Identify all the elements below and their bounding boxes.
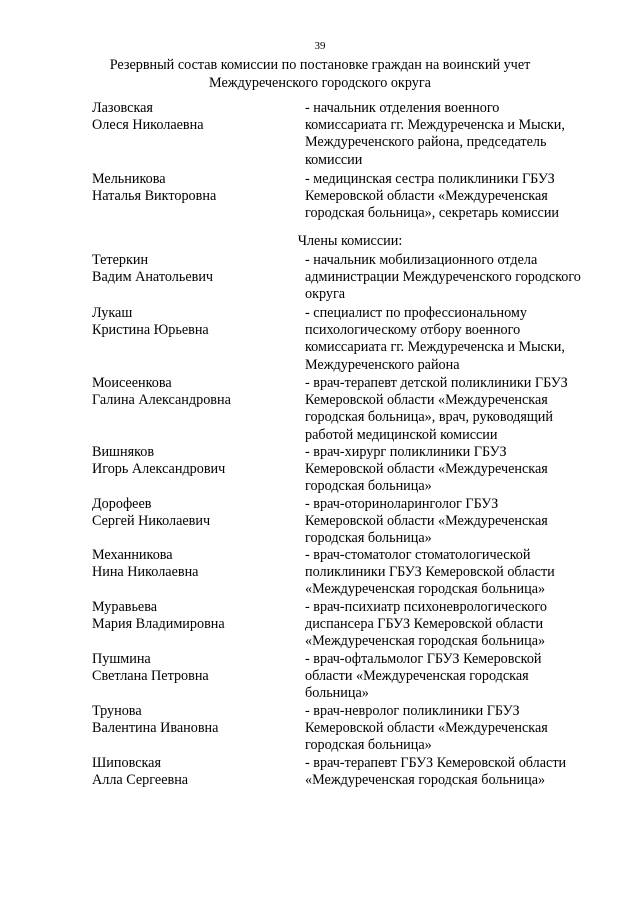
person-surname: Пушмина [92, 651, 151, 667]
person-position [305, 547, 605, 599]
person-given-name: Алла Сергеевна [92, 772, 189, 789]
person-given-name: Сергей Николаевич [92, 513, 211, 530]
person-name [92, 651, 297, 685]
person-surname: Мельникова [92, 171, 166, 187]
person-position [305, 171, 605, 223]
person-surname: Муравьева [92, 599, 158, 615]
position-line: диспансера ГБУЗ Кемеровской области [305, 616, 544, 633]
position-line: городская больница» [305, 478, 432, 495]
position-line: - врач-невролог поликлиники ГБУЗ [305, 703, 520, 719]
person-position [305, 444, 605, 496]
position-line: - медицинская сестра поликлиники ГБУЗ [305, 171, 555, 187]
person-surname: Лазовская [92, 100, 153, 116]
person-surname: Лукаш [92, 305, 133, 321]
position-line: - врач-оториноларинголог ГБУЗ [305, 496, 499, 512]
person-name [92, 496, 297, 530]
position-line: округа [305, 286, 346, 303]
person-given-name: Вадим Анатольевич [92, 269, 214, 286]
position-line: администрации Междуреченского городского [305, 269, 581, 286]
person-name [92, 252, 297, 286]
position-line: Кемеровской области «Междуреченская [305, 392, 548, 409]
position-line: «Междуреченская городская больница» [305, 581, 546, 598]
position-line: Кемеровской области «Междуреченская [305, 513, 548, 530]
person-name [92, 599, 297, 633]
person-position [305, 100, 605, 169]
person-name [92, 100, 297, 134]
position-line: - врач-офтальмолог ГБУЗ Кемеровской [305, 651, 542, 667]
position-line: городская больница», секретарь комиссии [305, 205, 560, 222]
position-line: психологическому отбору военного [305, 322, 521, 339]
document-title [60, 56, 580, 92]
position-line: Кемеровской области «Междуреченская [305, 188, 548, 205]
person-name [92, 444, 297, 478]
person-surname: Моисеенкова [92, 375, 172, 391]
person-surname: Механникова [92, 547, 173, 563]
person-name [92, 547, 297, 581]
position-line: городская больница» [305, 530, 432, 547]
person-given-name: Олеся Николаевна [92, 117, 204, 134]
position-line: Междуреченского района [305, 356, 460, 373]
members-heading: Члены комиссии: [297, 233, 403, 249]
position-line: - врач-терапевт ГБУЗ Кемеровской области [305, 755, 567, 771]
person-name [92, 703, 297, 737]
position-line: больница» [305, 685, 369, 702]
person-given-name: Светлана Петровна [92, 668, 209, 685]
position-line: Кемеровской области «Междуреченская [305, 720, 548, 737]
person-surname: Вишняков [92, 444, 155, 460]
person-given-name: Нина Николаевна [92, 564, 199, 581]
person-position [305, 375, 605, 444]
person-given-name: Наталья Викторовна [92, 188, 217, 205]
position-line: «Междуреченская городская больница» [305, 772, 546, 789]
person-surname: Тетеркин [92, 252, 149, 268]
position-line: - врач-стоматолог стоматологической [305, 547, 531, 563]
person-name [92, 755, 297, 789]
position-line: комиссариата гг. Междуреченска и Мыски, [305, 117, 565, 134]
position-line: - врач-терапевт детской поликлиники ГБУЗ [305, 375, 568, 391]
position-line: городская больница», врач, руководящий [305, 409, 553, 426]
person-surname: Шиповская [92, 755, 162, 771]
person-surname: Дорофеев [92, 496, 152, 512]
position-line: - врач-психиатр психоневрологического [305, 599, 547, 615]
person-given-name: Мария Владимировна [92, 616, 225, 633]
person-position [305, 651, 605, 703]
position-line: комиссии [305, 151, 363, 168]
position-line: - начальник отделения военного [305, 100, 500, 116]
document-title-line: Резервный состав комиссии по постановке граждан на воинский учет [109, 57, 531, 73]
person-position [305, 252, 605, 304]
document-title-line: Междуреченского городского округа [209, 75, 431, 91]
position-line: работой медицинской комиссии [305, 426, 498, 443]
person-given-name: Кристина Юрьевна [92, 322, 209, 339]
person-given-name: Валентина Ивановна [92, 720, 219, 737]
person-position [305, 496, 605, 548]
position-line: области «Междуреченская городская [305, 668, 529, 685]
position-line: - специалист по профессиональному [305, 305, 527, 321]
position-line: комиссариата гг. Междуреченска и Мыски, [305, 339, 565, 356]
person-name [92, 171, 297, 205]
person-position [305, 599, 605, 651]
position-line: поликлиники ГБУЗ Кемеровской области [305, 564, 555, 581]
person-position [305, 703, 605, 755]
person-name [92, 375, 297, 409]
position-line: Междуреченского района, председатель [305, 134, 547, 151]
person-given-name: Галина Александровна [92, 392, 231, 409]
position-line: «Междуреченская городская больница» [305, 633, 546, 650]
person-position [305, 305, 605, 374]
position-line: городская больница» [305, 737, 432, 754]
position-line: Кемеровской области «Междуреченская [305, 461, 548, 478]
person-name [92, 305, 297, 339]
page-number: 39 [314, 40, 326, 52]
person-surname: Трунова [92, 703, 142, 719]
person-given-name: Игорь Александрович [92, 461, 226, 478]
position-line: - врач-хирург поликлиники ГБУЗ [305, 444, 507, 460]
person-position [305, 755, 605, 789]
position-line: - начальник мобилизационного отдела [305, 252, 538, 268]
